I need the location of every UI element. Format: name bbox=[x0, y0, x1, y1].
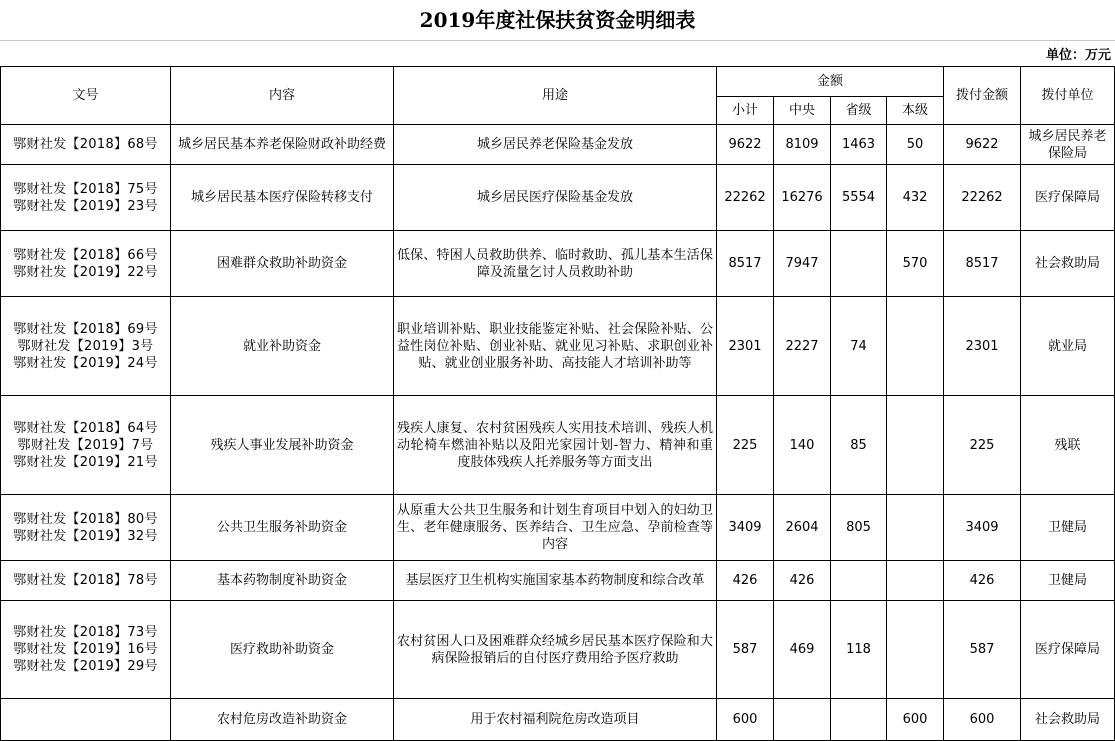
content-cell: 城乡居民基本养老保险财政补助经费 bbox=[171, 125, 394, 165]
table-row bbox=[1, 165, 1115, 231]
use-cell: 城乡居民养老保险基金发放 bbox=[394, 125, 717, 165]
provincial-cell bbox=[831, 231, 887, 297]
content-cell: 农村危房改造补助资金 bbox=[171, 699, 394, 741]
subtotal-cell: 8517 bbox=[717, 231, 774, 297]
provincial-cell: 118 bbox=[831, 601, 887, 699]
subtotal-cell: 2301 bbox=[717, 297, 774, 396]
paid-cell: 225 bbox=[944, 396, 1021, 495]
paid-cell: 3409 bbox=[944, 495, 1021, 561]
central-cell: 7947 bbox=[774, 231, 831, 297]
unit-cell: 医疗保障局 bbox=[1021, 165, 1115, 231]
header-use: 用途 bbox=[394, 67, 717, 125]
table-row bbox=[1, 601, 1115, 699]
unit-cell: 卫健局 bbox=[1021, 495, 1115, 561]
local-cell: 432 bbox=[887, 165, 944, 231]
subtotal-cell: 3409 bbox=[717, 495, 774, 561]
doc-cell: 鄂财社发【2018】78号 bbox=[1, 561, 171, 601]
fund-table bbox=[0, 66, 1115, 741]
unit-cell: 城乡居民养老保险局 bbox=[1021, 125, 1115, 165]
table-row bbox=[1, 297, 1115, 396]
local-cell: 570 bbox=[887, 231, 944, 297]
unit-label: 单位：万元 bbox=[1045, 48, 1111, 63]
doc-cell: 鄂财社发【2018】75号 鄂财社发【2019】23号 bbox=[1, 165, 171, 231]
use-cell: 用于农村福利院危房改造项目 bbox=[394, 699, 717, 741]
content-cell: 困难群众救助补助资金 bbox=[171, 231, 394, 297]
table-row bbox=[1, 396, 1115, 495]
central-cell: 140 bbox=[774, 396, 831, 495]
provincial-cell: 85 bbox=[831, 396, 887, 495]
header-content: 内容 bbox=[171, 67, 394, 125]
subtotal-cell: 22262 bbox=[717, 165, 774, 231]
provincial-cell: 74 bbox=[831, 297, 887, 396]
provincial-cell bbox=[831, 699, 887, 741]
table-row bbox=[1, 561, 1115, 601]
subtotal-cell: 225 bbox=[717, 396, 774, 495]
unit-cell: 社会救助局 bbox=[1021, 231, 1115, 297]
doc-cell: 鄂财社发【2018】68号 bbox=[1, 125, 171, 165]
content-cell: 城乡居民基本医疗保险转移支付 bbox=[171, 165, 394, 231]
unit-cell: 残联 bbox=[1021, 396, 1115, 495]
header-unit: 拨付单位 bbox=[1021, 67, 1115, 125]
content-cell: 就业补助资金 bbox=[171, 297, 394, 396]
header-subtotal: 小计 bbox=[717, 97, 774, 125]
central-cell: 469 bbox=[774, 601, 831, 699]
use-cell: 城乡居民医疗保险基金发放 bbox=[394, 165, 717, 231]
unit-cell: 就业局 bbox=[1021, 297, 1115, 396]
paid-cell: 9622 bbox=[944, 125, 1021, 165]
subtotal-cell: 9622 bbox=[717, 125, 774, 165]
use-cell: 农村贫困人口及困难群众经城乡居民基本医疗保险和大病保险报销后的自付医疗费用给予医疗救助 bbox=[394, 601, 717, 699]
unit-cell: 卫健局 bbox=[1021, 561, 1115, 601]
subtotal-cell: 600 bbox=[717, 699, 774, 741]
local-cell: 600 bbox=[887, 699, 944, 741]
unit-cell: 社会救助局 bbox=[1021, 699, 1115, 741]
table-row bbox=[1, 125, 1115, 165]
use-cell: 低保、特困人员救助供养、临时救助、孤儿基本生活保障及流量乞讨人员救助补助 bbox=[394, 231, 717, 297]
provincial-cell: 5554 bbox=[831, 165, 887, 231]
doc-cell: 鄂财社发【2018】69号 鄂财社发【2019】3号 鄂财社发【2019】24号 bbox=[1, 297, 171, 396]
doc-cell: 鄂财社发【2018】80号 鄂财社发【2019】32号 bbox=[1, 495, 171, 561]
use-cell: 从原重大公共卫生服务和计划生育项目中划入的妇幼卫生、老年健康服务、医养结合、卫生应急、孕前检查等内容 bbox=[394, 495, 717, 561]
doc-cell: 鄂财社发【2018】73号 鄂财社发【2019】16号 鄂财社发【2019】29号 bbox=[1, 601, 171, 699]
provincial-cell: 805 bbox=[831, 495, 887, 561]
paid-cell: 22262 bbox=[944, 165, 1021, 231]
header-paid: 拨付金额 bbox=[944, 67, 1021, 125]
content-cell: 医疗救助补助资金 bbox=[171, 601, 394, 699]
local-cell bbox=[887, 297, 944, 396]
local-cell bbox=[887, 561, 944, 601]
paid-cell: 2301 bbox=[944, 297, 1021, 396]
header-doc: 文号 bbox=[1, 67, 171, 125]
central-cell: 2604 bbox=[774, 495, 831, 561]
local-cell: 50 bbox=[887, 125, 944, 165]
central-cell: 2227 bbox=[774, 297, 831, 396]
content-cell: 基本药物制度补助资金 bbox=[171, 561, 394, 601]
header-central: 中央 bbox=[774, 97, 831, 125]
header-local: 本级 bbox=[887, 97, 944, 125]
provincial-cell: 1463 bbox=[831, 125, 887, 165]
paid-cell: 8517 bbox=[944, 231, 1021, 297]
use-cell: 职业培训补贴、职业技能鉴定补贴、社会保险补贴、公益性岗位补贴、创业补贴、就业见习补贴、求职创业补贴、就业创业服务补助、高技能人才培训补助等 bbox=[394, 297, 717, 396]
use-cell: 基层医疗卫生机构实施国家基本药物制度和综合改革 bbox=[394, 561, 717, 601]
central-cell: 426 bbox=[774, 561, 831, 601]
table-row bbox=[1, 699, 1115, 741]
doc-cell: 鄂财社发【2018】66号 鄂财社发【2019】22号 bbox=[1, 231, 171, 297]
paid-cell: 600 bbox=[944, 699, 1021, 741]
local-cell bbox=[887, 495, 944, 561]
doc-cell: 鄂财社发【2018】64号 鄂财社发【2019】7号 鄂财社发【2019】21号 bbox=[1, 396, 171, 495]
table-row bbox=[1, 231, 1115, 297]
subtotal-cell: 587 bbox=[717, 601, 774, 699]
provincial-cell bbox=[831, 561, 887, 601]
content-cell: 残疾人事业发展补助资金 bbox=[171, 396, 394, 495]
central-cell bbox=[774, 699, 831, 741]
table-title: 2019年度社保扶贫资金明细表 bbox=[0, 0, 1115, 41]
subtotal-cell: 426 bbox=[717, 561, 774, 601]
central-cell: 8109 bbox=[774, 125, 831, 165]
paid-cell: 426 bbox=[944, 561, 1021, 601]
table-row bbox=[1, 495, 1115, 561]
local-cell bbox=[887, 396, 944, 495]
header-amount: 金额 bbox=[717, 67, 944, 97]
content-cell: 公共卫生服务补助资金 bbox=[171, 495, 394, 561]
local-cell bbox=[887, 601, 944, 699]
header-provincial: 省级 bbox=[831, 97, 887, 125]
doc-cell bbox=[1, 699, 171, 741]
central-cell: 16276 bbox=[774, 165, 831, 231]
paid-cell: 587 bbox=[944, 601, 1021, 699]
use-cell: 残疾人康复、农村贫困残疾人实用技术培训、残疾人机动轮椅车燃油补贴以及阳光家园计划-智力、精神和重度肢体残疾人托养服务等方面支出 bbox=[394, 396, 717, 495]
unit-cell: 医疗保障局 bbox=[1021, 601, 1115, 699]
